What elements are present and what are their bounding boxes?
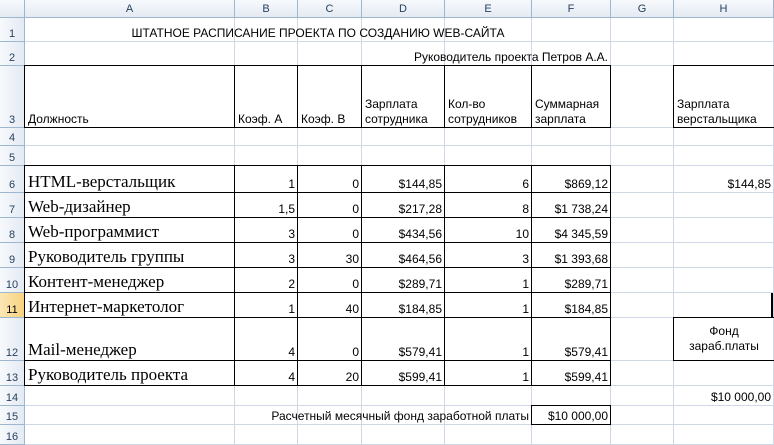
staff-count[interactable]: 8: [522, 201, 529, 216]
staff-coef-b[interactable]: 30: [345, 251, 359, 266]
staff-coef-b[interactable]: 0: [352, 344, 359, 359]
staff-coef-a[interactable]: 1,5: [278, 201, 295, 216]
cell-border: [610, 405, 611, 425]
staff-coef-b[interactable]: 0: [352, 176, 359, 191]
staff-coef-a[interactable]: 3: [288, 251, 295, 266]
staff-salary[interactable]: $217,28: [398, 201, 442, 216]
cell-border: [673, 317, 674, 361]
staff-coef-a[interactable]: 4: [288, 369, 295, 384]
gridline-horizontal: [25, 145, 774, 146]
cell-border: [673, 360, 774, 361]
row-header-13[interactable]: 13: [0, 361, 25, 386]
row-header-11[interactable]: 11: [0, 293, 25, 318]
title-cell[interactable]: ШТАТНОЕ РАСПИСАНИЕ ПРОЕКТА ПО СОЗДАНИЮ WEB-САЙТА: [131, 25, 505, 40]
staff-count[interactable]: 1: [522, 369, 529, 384]
staff-coef-a[interactable]: 2: [288, 276, 295, 291]
header-salary[interactable]: Зарплата сотрудника: [365, 97, 428, 126]
column-header-d[interactable]: D: [362, 0, 445, 18]
row-header-16[interactable]: 16: [0, 425, 25, 445]
staff-position[interactable]: Руководитель группы: [28, 246, 185, 266]
row-header-10[interactable]: 10: [0, 268, 25, 293]
cell-border: [531, 65, 532, 128]
staff-coef-a[interactable]: 3: [288, 226, 295, 241]
row-header-8[interactable]: 8: [0, 218, 25, 243]
cell-border: [361, 165, 362, 386]
staff-coef-a[interactable]: 1: [288, 176, 295, 191]
staff-total[interactable]: $289,71: [564, 276, 608, 291]
row-header-1[interactable]: 1: [0, 18, 25, 42]
cell-border: [297, 165, 298, 386]
cell-border: [673, 127, 774, 128]
staff-salary[interactable]: $434,56: [398, 226, 442, 241]
header-position[interactable]: Должность: [28, 111, 89, 126]
staff-salary[interactable]: $144,85: [398, 176, 442, 191]
column-header-a[interactable]: A: [25, 0, 235, 18]
footer-label[interactable]: Расчетный месячный фонд заработной платы: [271, 408, 529, 423]
staff-total[interactable]: $1 393,68: [554, 251, 608, 266]
row-header-2[interactable]: 2: [0, 42, 25, 66]
cell-border: [24, 217, 611, 218]
column-header-c[interactable]: C: [298, 0, 362, 18]
staff-total[interactable]: $869,12: [564, 176, 608, 191]
staff-count[interactable]: 6: [522, 176, 529, 191]
row-header-12[interactable]: 12: [0, 318, 25, 361]
cell-border: [24, 192, 611, 193]
cell-border: [24, 360, 611, 361]
staff-count[interactable]: 10: [515, 226, 529, 241]
cell-border: [610, 65, 611, 128]
staff-coef-a[interactable]: 1: [288, 301, 295, 316]
staff-total[interactable]: $184,85: [564, 301, 608, 316]
staff-total[interactable]: $1 738,24: [554, 201, 608, 216]
row-header-15[interactable]: 15: [0, 406, 25, 425]
cell-border: [673, 65, 674, 128]
row-header-9[interactable]: 9: [0, 243, 25, 268]
cell-border: [610, 165, 611, 386]
layout-salary-value[interactable]: $144,85: [727, 176, 771, 191]
staff-coef-b[interactable]: 0: [352, 276, 359, 291]
staff-salary[interactable]: $184,85: [398, 301, 442, 316]
footer-value[interactable]: $10 000,00: [547, 408, 608, 423]
column-header-e[interactable]: E: [445, 0, 532, 18]
row-header-3[interactable]: 3: [0, 66, 25, 128]
staff-coef-a[interactable]: 4: [288, 344, 295, 359]
staff-position[interactable]: Web-программист: [28, 221, 160, 241]
header-coef-b[interactable]: Коэф. В: [301, 111, 346, 126]
cell-border: [361, 65, 362, 128]
staff-salary[interactable]: $289,71: [398, 276, 442, 291]
cell-border: [673, 65, 774, 66]
header-coef-a[interactable]: Коэф. А: [238, 111, 283, 126]
header-total[interactable]: Суммарная зарплата: [535, 97, 600, 126]
staff-count[interactable]: 1: [522, 276, 529, 291]
cell-border: [24, 317, 611, 318]
row-header-4[interactable]: 4: [0, 128, 25, 146]
staff-salary[interactable]: $464,56: [398, 251, 442, 266]
cell-border: [24, 242, 611, 243]
cell-border: [531, 165, 532, 386]
cell-border: [531, 405, 532, 425]
select-all-corner[interactable]: [0, 0, 25, 18]
manager-line-cell[interactable]: Руководитель проекта Петров А.А.: [413, 49, 608, 64]
cell-border: [24, 385, 611, 386]
staff-total[interactable]: $4 345,59: [554, 226, 608, 241]
staff-coef-b[interactable]: 0: [352, 226, 359, 241]
column-header-g[interactable]: G: [611, 0, 674, 18]
staff-count[interactable]: 1: [522, 344, 529, 359]
staff-position[interactable]: Web-дизайнер: [28, 196, 131, 216]
staff-total[interactable]: $599,41: [564, 369, 608, 384]
cell-border: [234, 165, 235, 386]
cell-border: [24, 65, 611, 66]
header-layout-salary[interactable]: Зарплата верстальщика: [677, 97, 757, 126]
cell-border: [444, 65, 445, 128]
header-count[interactable]: Кол-во сотрудников: [448, 97, 517, 126]
fund-label-cell[interactable]: Фонд зараб.платы: [689, 324, 759, 353]
row-header-6[interactable]: 6: [0, 166, 25, 193]
staff-position[interactable]: Mail-менеджер: [28, 339, 137, 359]
cell-border: [24, 267, 611, 268]
cell-border: [234, 65, 235, 128]
cell-border: [24, 127, 611, 128]
staff-coef-b[interactable]: 0: [352, 201, 359, 216]
staff-count[interactable]: 1: [522, 301, 529, 316]
staff-position[interactable]: Контент-менеджер: [28, 271, 165, 291]
staff-coef-b[interactable]: 40: [345, 301, 359, 316]
row-header-7[interactable]: 7: [0, 193, 25, 218]
column-header-h[interactable]: H: [674, 0, 774, 18]
column-header-b[interactable]: B: [235, 0, 298, 18]
cell-border: [24, 165, 611, 166]
staff-position[interactable]: Руководитель проекта: [28, 364, 189, 384]
cell-border: [673, 317, 774, 318]
active-cell-edge: [771, 293, 773, 318]
fund-value-cell[interactable]: $10 000,00: [710, 389, 771, 404]
cell-border: [531, 405, 611, 406]
cell-border: [24, 292, 611, 293]
cell-border: [531, 424, 611, 425]
column-header-f[interactable]: F: [532, 0, 611, 18]
staff-position[interactable]: HTML-верстальщик: [28, 171, 176, 191]
staff-salary[interactable]: $579,41: [398, 344, 442, 359]
row-header-14[interactable]: 14: [0, 386, 25, 406]
staff-coef-b[interactable]: 20: [345, 369, 359, 384]
cell-border: [24, 65, 25, 128]
row-header-5[interactable]: 5: [0, 146, 25, 166]
cell-border: [24, 165, 25, 386]
cell-border: [444, 165, 445, 386]
staff-salary[interactable]: $599,41: [398, 369, 442, 384]
staff-total[interactable]: $579,41: [564, 344, 608, 359]
staff-position[interactable]: Интернет-маркетолог: [28, 296, 185, 316]
cell-border: [297, 65, 298, 128]
staff-count[interactable]: 3: [522, 251, 529, 266]
